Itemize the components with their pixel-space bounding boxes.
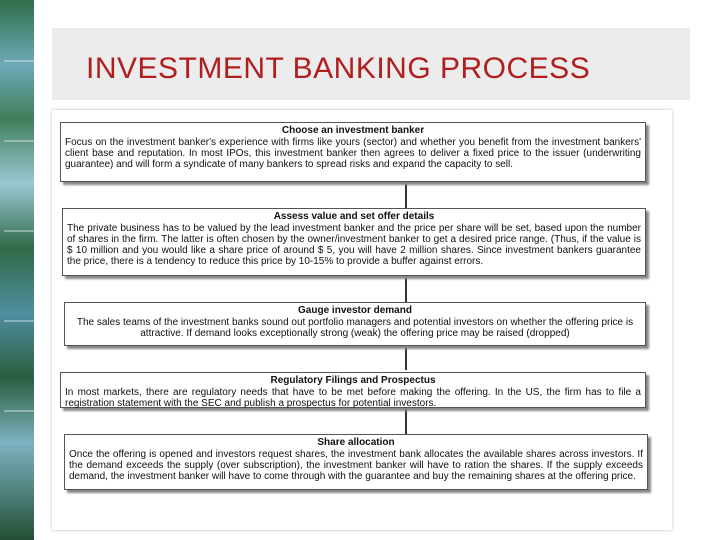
step-box-assess-value: [62, 208, 646, 276]
slide-title: INVESTMENT BANKING PROCESS: [86, 52, 591, 85]
step-body: Focus on the investment banker's experience with firms like yours (sector) and whether you benefit from the investment bankers' client base and reputation. In most IPOs, this investment banker then agrees to deliver a fixed price to the issuer (underwriting guarantee) and will form a syndicate of many bankers to spread risks and expand the capacity to sell.: [65, 137, 641, 170]
step-body: The private business has to be valued by the lead investment banker and the price per share will be set, based upon the number of shares in the firm. The latter is often chosen by the owner/investment banker to get a desired price range. (Thus, if the value is $ 10 million and you would like a share price of around $ 5, you will have 2 million shares. Since investment bankers guarantee the price, there is a tendency to reduce this price by 10-15% to provide a buffer against errors.: [67, 223, 641, 267]
connector-line: [405, 346, 407, 370]
step-box-regulatory-filings: [60, 372, 646, 408]
step-heading: Assess value and set offer details: [273, 211, 435, 222]
process-diagram: [52, 110, 672, 530]
connector-line: [405, 408, 407, 434]
step-box-choose-banker: [60, 122, 646, 182]
step-box-share-allocation: [64, 434, 648, 490]
step-box-gauge-demand: [64, 302, 646, 346]
step-body: In most markets, there are regulatory needs that have to be met before making the offering. In the US, the firm has to file a registration statement with the SEC and publish a prospectus for potential investors.: [65, 387, 641, 409]
step-heading: Choose an investment banker: [281, 125, 425, 136]
step-heading: Share allocation: [317, 437, 395, 448]
connector-line: [405, 276, 407, 302]
step-heading: Regulatory Filings and Prospectus: [270, 375, 436, 386]
side-divider: [34, 0, 52, 540]
step-heading: Gauge investor demand: [298, 305, 412, 316]
step-body: Once the offering is opened and investors request shares, the investment bank allocates the available shares across investors. If the demand exceeds the supply (over subscription), the investment banker will have to ration the shares. If the supply exceeds demand, the investment banker will have to come through with the guarantee and buy the remaining shares at the offering price.: [69, 449, 643, 482]
step-body: The sales teams of the investment banks sound out portfolio managers and potential investors on whether the offering price is attractive. If demand looks exceptionally strong (weak) the offering price may be raised (dropped): [76, 317, 634, 339]
